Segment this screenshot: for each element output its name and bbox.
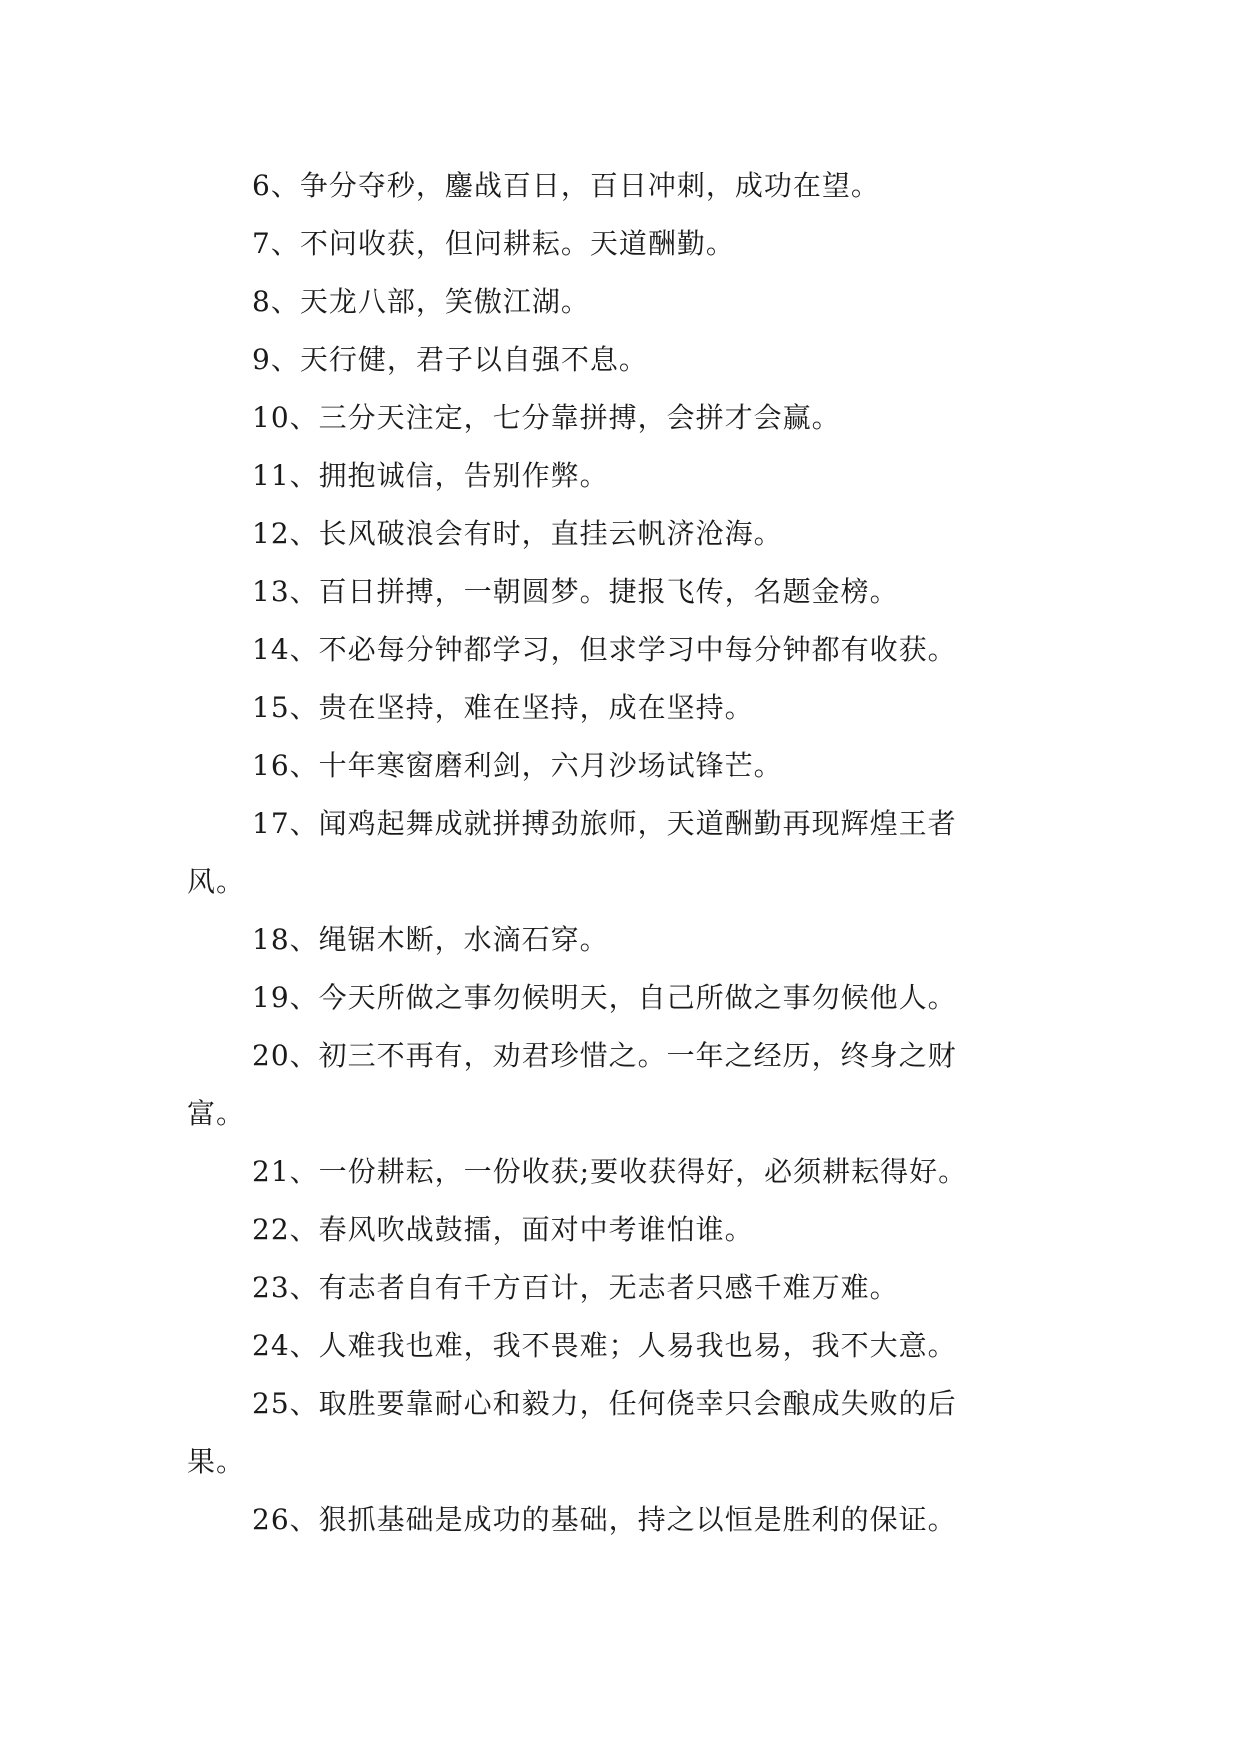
list-item: 11、拥抱诚信，告别作弊。 xyxy=(252,459,609,492)
list-item: 22、春风吹战鼓擂，面对中考谁怕谁。 xyxy=(252,1213,754,1246)
list-item-continuation: 富。 xyxy=(187,1097,246,1130)
list-item: 19、今天所做之事勿候明天，自己所做之事勿候他人。 xyxy=(252,981,957,1014)
list-item: 25、取胜要靠耐心和毅力，任何侥幸只会酿成失败的后 xyxy=(252,1387,957,1420)
list-item-continuation: 果。 xyxy=(187,1445,246,1478)
list-item: 14、不必每分钟都学习，但求学习中每分钟都有收获。 xyxy=(252,633,957,666)
list-item: 15、贵在坚持，难在坚持，成在坚持。 xyxy=(252,691,754,724)
list-item: 12、长风破浪会有时，直挂云帆济沧海。 xyxy=(252,517,783,550)
list-item: 13、百日拼搏，一朝圆梦。捷报飞传，名题金榜。 xyxy=(252,575,899,608)
list-item: 24、人难我也难，我不畏难；人易我也易，我不大意。 xyxy=(252,1329,957,1362)
list-item: 7、不问收获，但问耕耘。天道酬勤。 xyxy=(252,227,735,260)
list-item-continuation: 风。 xyxy=(187,865,246,898)
list-item: 6、争分夺秒，鏖战百日，百日冲刺，成功在望。 xyxy=(252,169,880,202)
list-item: 23、有志者自有千方百计，无志者只感千难万难。 xyxy=(252,1271,899,1304)
list-item: 26、狠抓基础是成功的基础，持之以恒是胜利的保证。 xyxy=(252,1503,957,1536)
list-item: 17、闻鸡起舞成就拼搏劲旅师，天道酬勤再现辉煌王者 xyxy=(252,807,957,840)
list-item: 18、绳锯木断，水滴石穿。 xyxy=(252,923,609,956)
list-item: 8、天龙八部，笑傲江湖。 xyxy=(252,285,590,318)
list-item: 9、天行健，君子以自强不息。 xyxy=(252,343,648,376)
list-item: 16、十年寒窗磨利剑，六月沙场试锋芒。 xyxy=(252,749,783,782)
list-item: 20、初三不再有，劝君珍惜之。一年之经历，终身之财 xyxy=(252,1039,957,1072)
list-item: 10、三分天注定，七分靠拼搏，会拼才会赢。 xyxy=(252,401,841,434)
list-item: 21、一份耕耘，一份收获;要收获得好，必须耕耘得好。 xyxy=(252,1155,968,1188)
